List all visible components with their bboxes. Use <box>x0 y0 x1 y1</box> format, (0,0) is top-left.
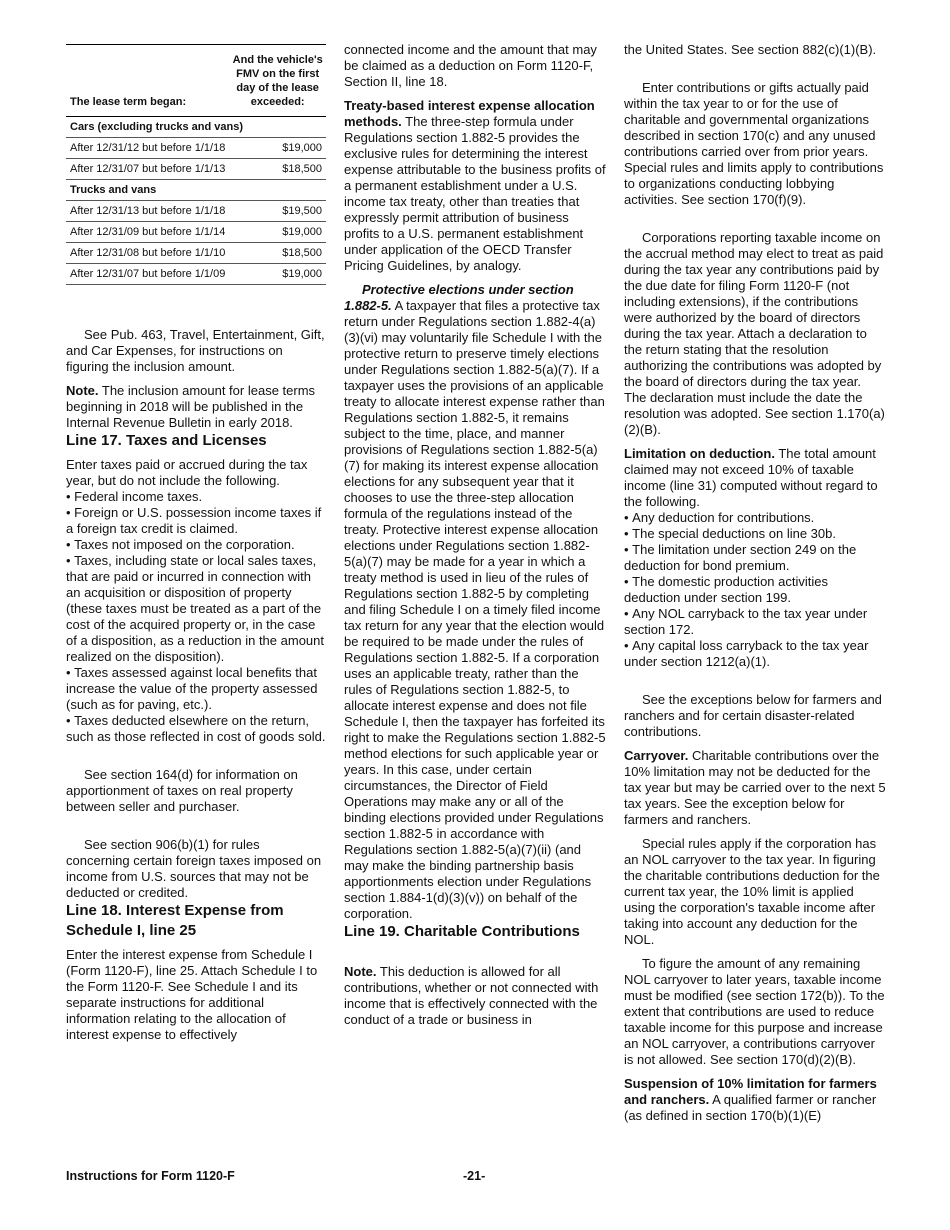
accrual-paragraph: Corporations reporting taxable income on the accrual method may elect to treat as paid during the tax year any contributions paid by the due date for filing Form 1120-F (not including extensions), if the contributions were authorized by the board of directors during the tax year. Attach a declaration to the return stating that the resolution authorizing the contributions was adopted by the board of directors during the tax year. The declaration must include the date the resolution was adopted. See section 1.170(a)(2)(B). <box>624 230 885 437</box>
column-2 <box>344 42 606 1028</box>
line18-paragraph: Enter the interest expense from Schedule I (Form 1120-F), line 25. Attach Schedule I to the Form 1120-F. See Schedule I and its separate instructions for additional information relating to the allocation of interest expense to effectively <box>66 947 318 1042</box>
table-row: After 12/31/07 but before 1/1/09 $19,000 <box>66 264 326 285</box>
column-3 <box>624 42 886 1124</box>
enter-contributions-paragraph: Enter contributions or gifts actually paid within the tax year to or for the use of charitable and governmental organizations described in section 170(c) and any unused contributions carried over from prior years. Special rules and limits apply to contributions to organizations conducting lobbying activities. See section 170(f)(9). <box>624 80 884 207</box>
limitation-paragraph: Limitation on deduction. The total amount claimed may not exceed 10% of taxable income (line 31) computed without regard to the following. <box>624 446 878 509</box>
list-item: • The special deductions on line 30b. <box>624 526 886 542</box>
table-row: After 12/31/09 but before 1/1/14 $19,000 <box>66 222 326 243</box>
nol-carryover-paragraph: To figure the amount of any remaining NOL carryover to later years, taxable income must be modified (see section 172(b)). To the extent that contributions are used to reduce taxable income for this purpose and increase an NOL carryover, a contributions carryover is not allowed. See section 170(d)(2)(B). <box>624 956 885 1067</box>
list-item: • The limitation under section 249 on the deduction for bond premium. <box>624 542 886 574</box>
header-lease-term: The lease term began: <box>70 96 187 108</box>
protective-paragraph: Protective elections under section 1.882-5. A taxpayer that files a protective tax return under Regulations section 1.882-4(a)(3)(vi) may voluntarily file Schedule I with the protective return to preserve timely elections under Regulations section 1.882-5(a)(7). If a taxpayer uses the provisions of an applicable treaty to allocate interest expense rather than Regulations section 1.882-5, it remains subject to the time, place, and manner provisions of Regulations section 1.882-5(a)(7) for making its interest expense allocation elections for any subsequent year that it chooses to use the three-step allocation formula of the regulations instead of the treaty. Protective interest expense allocation elections under Regulations section 1.882-5(a)(7) may be made for a year in which a treaty method is used in lieu of the rules of Regulations section 1.882-5 by completing and filing Schedule I on a timely filed income tax return for any year that the election would be required to be made under the rules of Regulations section 1.882-5. If a corporation uses an applicable treaty, rather than the rules of Regulations section 1.882-5, to allocate interest expense and does not file Schedule I, then the taxpayer has forfeited its right to make the Regulations section 1.882-5 method elections for such applicable year or years. In this case, under certain circumstances, the Director of Field Operations may make any or all of the binding elections provided under Regulations section 1.882-5 in accordance with Regulations section 1.882-5(a)(7)(ii) (and may make the binding partnership basis apportionments election under Regulations section 1.884-1(d)(3)(v)) on behalf of the corporation. <box>344 282 606 921</box>
continued-paragraph: connected income and the amount that may be claimed as a deduction on Form 1120-F, Section II, line 18. <box>344 42 597 89</box>
list-item: • Any capital loss carryback to the tax year under section 1212(a)(1). <box>624 638 886 670</box>
list-item: • Taxes not imposed on the corporation. <box>66 537 326 553</box>
column-1 <box>66 42 326 1043</box>
line17-heading: Line 17. Taxes and Licenses <box>66 432 267 449</box>
page-number: -21- <box>463 1169 486 1183</box>
table-header-row <box>66 45 326 117</box>
suspension-paragraph: Suspension of 10% limitation for farmers and ranchers. A qualified farmer or rancher (as defined in section 170(b)(1)(E) <box>624 1076 877 1123</box>
pub463-paragraph: See Pub. 463, Travel, Entertainment, Gift, and Car Expenses, for instructions on figuring the inclusion amount. <box>66 327 325 374</box>
list-item: • Any NOL carryback to the tax year under section 172. <box>624 606 886 638</box>
continued-paragraph: the United States. See section 882(c)(1)(B). <box>624 42 877 57</box>
list-item: • Taxes assessed against local benefits that increase the value of the property assessed (such as for paving, etc.). <box>66 665 326 713</box>
line19-heading: Line 19. Charitable Contributions <box>344 923 580 940</box>
table-row: After 12/31/13 but before 1/1/18 $19,500 <box>66 201 326 222</box>
header-fmv: And the vehicle's FMV on the first day of the lease exceeded: <box>232 54 323 108</box>
list-item: • The domestic production activities deduction under section 199. <box>624 574 886 606</box>
table-category-trucks: Trucks and vans <box>66 180 326 201</box>
list-item: • Taxes deducted elsewhere on the return, such as those reflected in cost of goods sold. <box>66 713 326 745</box>
table-row: After 12/31/08 but before 1/1/10 $18,500 <box>66 243 326 264</box>
list-item: • Any deduction for contributions. <box>624 510 886 526</box>
list-item: • Foreign or U.S. possession income taxes if a foreign tax credit is claimed. <box>66 505 326 537</box>
sec906-paragraph: See section 906(b)(1) for rules concerning certain foreign taxes imposed on income from U.S. sources that may not be deducted or credited. <box>66 837 322 900</box>
special-rules-paragraph: Special rules apply if the corporation has an NOL carryover to the tax year. In figuring the charitable contributions deduction for the current tax year, the 10% limit is applied using the corporation's taxable income after taking into account any deduction for the NOL. <box>624 836 880 947</box>
line18-heading: Line 18. Interest Expense from Schedule I, line 25 <box>66 902 284 939</box>
exceptions-paragraph: See the exceptions below for farmers and ranchers and for certain disaster-related contributions. <box>624 692 882 739</box>
note-paragraph: Note. The inclusion amount for lease terms beginning in 2018 will be published in the Internal Revenue Bulletin in early 2018. <box>66 383 316 430</box>
list-item: • Federal income taxes. <box>66 489 326 505</box>
table-category-cars: Cars (excluding trucks and vans) <box>66 117 326 138</box>
table-row: After 12/31/12 but before 1/1/18 $19,000 <box>66 138 326 159</box>
sec164-paragraph: See section 164(d) for information on apportionment of taxes on real property between seller and purchaser. <box>66 767 298 814</box>
note-paragraph: Note. This deduction is allowed for all contributions, whether or not connected with income that is effectively connected with the conduct of a trade or business in <box>344 964 599 1027</box>
treaty-paragraph: Treaty-based interest expense allocation methods. The three-step formula under Regulations section 1.882-5 provides the exclusive rules for determining the interest expense attributable to the business profits of a permanent establishment under a U.S. income tax treaty, other than treaties that expressly permit attribution of business profits to a U.S. permanent establishment under application of the OECD Transfer Pricing Guidelines, by analogy. <box>344 98 606 273</box>
table-row: After 12/31/07 but before 1/1/13 $18,500 <box>66 159 326 180</box>
list-item: • Taxes, including state or local sales taxes, that are paid or incurred in connection with an acquisition or disposition of property (these taxes must be treated as a part of the cost of the acquired property or, in the case of a disposition, as a reduction in the amount realized on the disposition). <box>66 553 326 665</box>
footer-title: Instructions for Form 1120-F <box>66 1169 235 1183</box>
line17-intro: Enter taxes paid or accrued during the tax year, but do not include the following. <box>66 457 308 488</box>
lease-inclusion-table <box>66 44 326 285</box>
carryover-paragraph: Carryover. Charitable contributions over the 10% limitation may not be deducted for the tax year but may be carried over to the next 5 tax years. See the exception below for farmers and ranchers. <box>624 748 886 827</box>
